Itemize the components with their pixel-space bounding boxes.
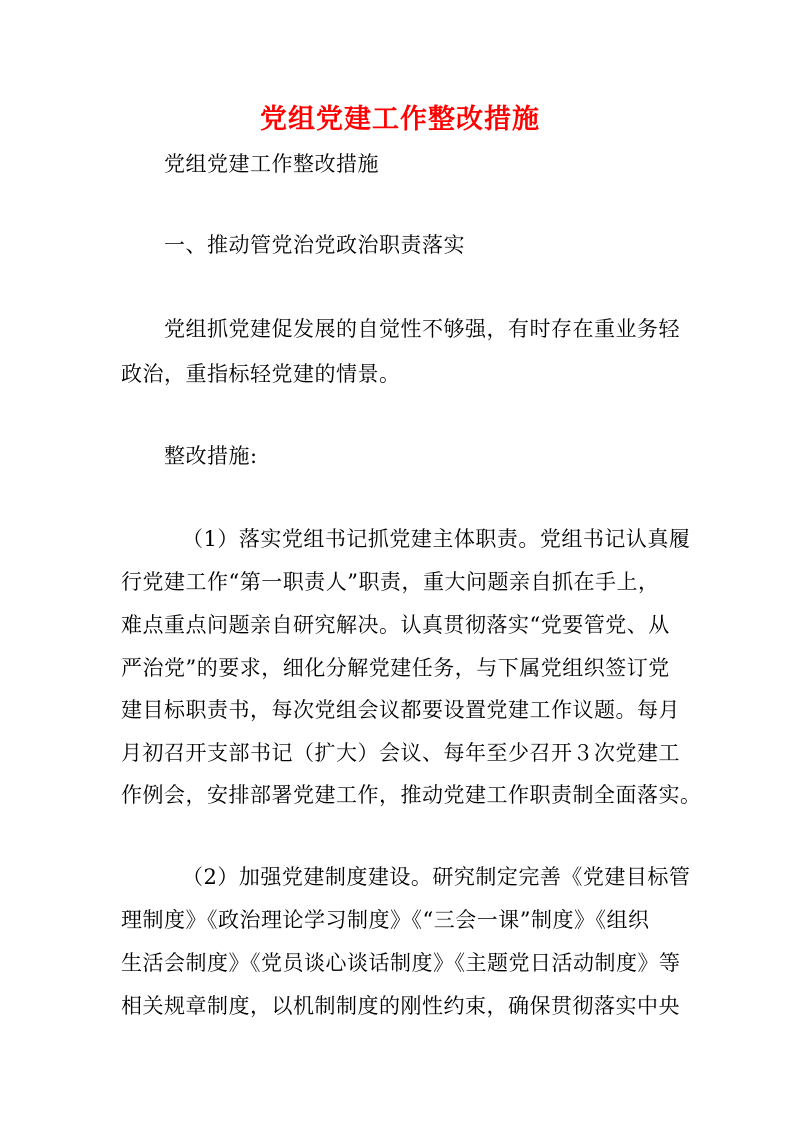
measure-1-line: 难点重点问题亲自研究解决。认真贯彻落实“党要管党、从 xyxy=(121,613,670,637)
measure-1-line: 建目标职责书，每次党组会议都要设置党建工作议题。每月 xyxy=(121,698,680,722)
document-subtitle: 党组党建工作整改措施 xyxy=(164,152,379,176)
measure-1-line: （1）落实党组书记抓党建主体职责。党组书记认真履 xyxy=(182,527,691,551)
measure-2-line: 相关规章制度，以机制制度的刚性约束，确保贯彻落实中央 xyxy=(121,994,680,1018)
measure-2-line: 理制度》《政治理论学习制度》《“三会一课”制度》《组织 xyxy=(121,908,650,932)
document-title: 党组党建工作整改措施 xyxy=(260,104,540,135)
measure-2-line: 生活会制度》《党员谈心谈话制度》《主题党日活动制度》等 xyxy=(121,951,681,975)
measure-1-line: 严治党”的要求，细化分解党建任务，与下属党组织签订党 xyxy=(121,656,670,680)
measure-1-line: 作例会，安排部署党建工作，推动党建工作职责制全面落实。 xyxy=(121,783,702,807)
measure-1-line: 行党建工作“第一职责人”职责，重大问题亲自抓在手上， xyxy=(121,570,660,594)
problem-line: 党组抓党建促发展的自觉性不够强，有时存在重业务轻 xyxy=(164,317,680,341)
measure-1-line: 月初召开支部书记（扩大）会议、每年至少召开３次党建工 xyxy=(121,741,680,765)
section-heading: 一、推动管党治党政治职责落实 xyxy=(164,233,465,257)
problem-line: 政治，重指标轻党建的情景。 xyxy=(121,362,401,386)
measures-label: 整改措施: xyxy=(164,444,258,468)
measure-2-line: （2）加强党建制度建设。研究制定完善《党建目标管 xyxy=(182,865,691,889)
